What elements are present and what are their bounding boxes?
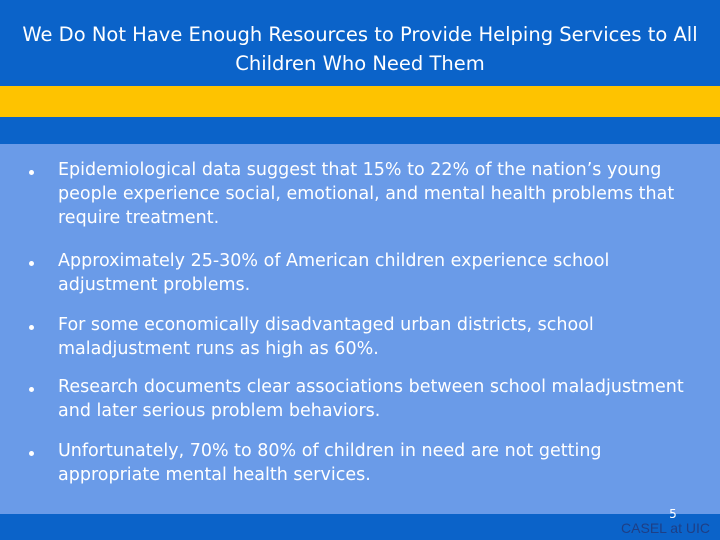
footer-organization: CASEL at UIC [621,520,710,536]
bullet-text: Approximately 25-30% of American children experience school adjustment problems. [58,251,610,295]
bullet-dot-icon [29,261,34,266]
bullet-text: Epidemiological data suggest that 15% to 22% of the nation’s young people experience social, emotional, and mental health problems that require treatment. [58,160,675,228]
bullet-dot-icon [29,387,34,392]
bullet-item [0,375,720,439]
bullet-item [0,158,720,249]
accent-bar-yellow [0,86,720,117]
bullet-text: Unfortunately, 70% to 80% of children in need are not getting appropriate mental health services. [58,441,602,485]
bullet-list [0,158,720,489]
bullet-item [0,313,720,375]
bullet-dot-icon [29,170,34,175]
bullet-item [0,439,720,489]
slide-title: We Do Not Have Enough Resources to Provide Helping Services to All Children Who Need Them [22,23,698,75]
accent-bar-blue [0,117,720,144]
page-number: 5 [669,507,677,521]
bullet-text: Research documents clear associations between school maladjustment and later serious problem behaviors. [58,377,684,421]
bullet-dot-icon [29,451,34,456]
bullet-item [0,249,720,313]
bottom-strip [0,514,720,540]
title-band [0,0,720,86]
bullet-text: For some economically disadvantaged urban districts, school maladjustment runs as high as 60%. [58,315,594,359]
bullet-dot-icon [29,325,34,330]
